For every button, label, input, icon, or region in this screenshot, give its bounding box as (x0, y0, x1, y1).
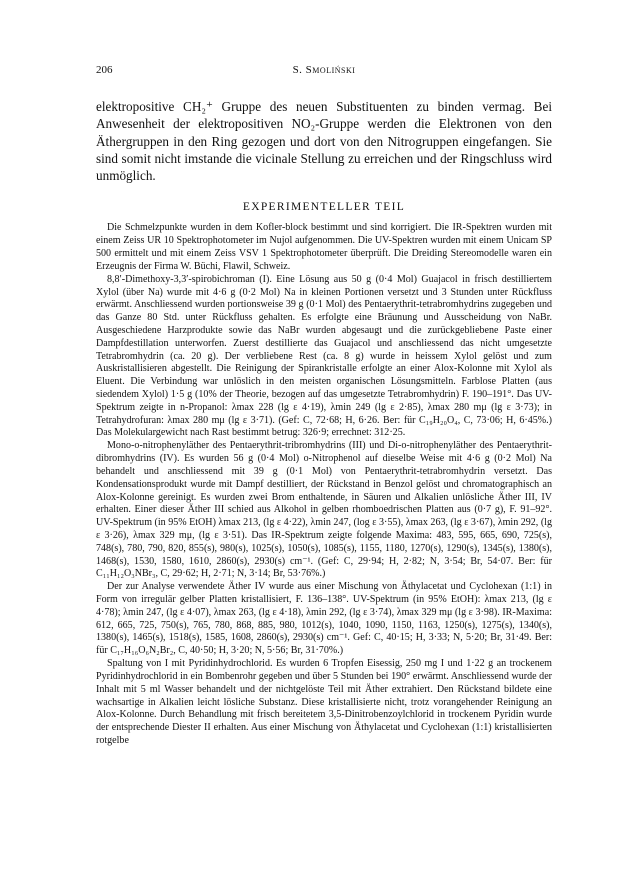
section-heading: EXPERIMENTELLER TEIL (242, 201, 406, 214)
paragraph-cleavage: Spaltung von I mit Pyridinhydrochlorid. Es wurden 6 Tropfen Eisessig, 250 mg I und 1·22 g an trockenem Pyridinhydrochlorid in ein Bombenrohr gegeben und über 5 Stunden bei 190° erwärmt. Anschliessend wurde der Inhalt mit 5 ml Wasser behandelt und der nichtgelöste Teil mit Äther extrahiert. Den Rückstand bildete eine wachsartige in Alkalien leicht lösliche Substanz. Diese kristallisierte nicht, trotz vorangehender Reinigung an Alox-Kolonne. Durch Behandlung mit frisch bereitetem 3,5-Dinitrobenzoylchlorid in trockenem Pyridin wurde der entsprechende Diester II erhalten. Aus einer Mischung von Äthylacetat und Cyclohexan (1:1) kristallisierten rotgelbe (96, 658, 552, 746)
experimental-body (96, 222, 552, 747)
paragraph-ethers-iii-iv: Mono-o-nitrophenyläther des Pentaerythrit-tribromhydrins (III) und Di-o-nitrophenyläther des Pentaerythrit-dibromhydrins (IV). Es wurden 56 g (0·4 Mol) o-Nitrophenol auf dieselbe Weise mit 4·6 g (0·2 Mol) Na behandelt und anschliessend mit 39 g (0·1 Mol) von Pentaerythrit-tetrabromhydrin versetzt. Das Kondensationsprodukt wurde mit Dampf destilliert, der Rückstand in Benzol gelöst und chromatographisch an Alox-Kolonne gereinigt. Es wurden zwei Brom enthaltende, in Säuren und Alkalien unlösliche Äther III, IV erhalten. Einer dieser Äther III schied aus Alkohol in gelben rhomboedrischen Platten aus (0·7 g), F. 91–92°. UV-Spektrum (in 95% EtOH) λmax 213, (lg ε 4·22), λmin 247, (log ε 3·55), λmax 263, (lg ε 3·67), λmin 292, (lg ε 3·26), λmax 329 mμ, (lg ε 3·51). Das IR-Spektrum zeigte folgende Maxima: 483, 595, 665, 690, 725(s), 748(s), 780, 790, 820, 855(s), 980(s), 1025(s), 1050(s), 1085(s), 1155, 1180, 1270(s), 1290(s), 1345(s), 1380(s), 1468(s), 1530, 1580, 1610, 2860(s), 2930(s) cm⁻¹. (Gef: C, 29·94; H, 2·82; N, 3·54; Br, 54·07. Ber: für C₁₁H₁₂O₃NBr₃, C, 29·62; H, 2·71; N, 3·14; Br, 53·76%.) (96, 440, 552, 580)
paragraph-methods: Die Schmelzpunkte wurden in dem Kofler-block bestimmt und sind korrigiert. Die IR-Spektren wurden mit einem Zeiss UR 10 Spektrophotometer im Nujol aufgenommen. Die UV-Spektren wurden mit einem Unicam SP 500 ermittelt und mit einem Zeiss VSV 1 Spektrophotometer überprüft. Die Dreiding Stereomodelle waren ein Erzeugnis der Firma W. Büchi, Flawil, Schweiz. (96, 222, 552, 272)
paragraph-compound-i: 8,8′-Dimethoxy-3,3′-spirobichroman (I). Eine Lösung aus 50 g (0·4 Mol) Guajacol in frisch destilliertem Xylol (über Na) wurde mit 4·6 g (0·2 Mol) Na in kleinen Portionen versetzt und 3 Stunden unter Rückfluss erwärmt. Anschliessend wurden portionsweise 39 g (0·1 Mol) des Pentaerythrit-tetrabromhydrins zugegeben und das Ganze 80 Std. unter Rückfluss gehalten. Es erfolgte eine Bräunung und Ausscheidung von NaBr. Ausgeschiedene Harzprodukte sowie das NaBr wurden abgesaugt und die zurückgebliebene Paste einer Dampfdestillation unterworfen. Zuerst destillierte das Guajacol und anschliessend das nicht umgesetzte Tetrabromhydrin (ca. 20 g). Der verbliebene Rest (ca. 8 g) wurde in heissem Xylol gelöst und zum Auskristallisieren abgestellt. Die Reinigung der Spirankristalle erfolgte an einer Alox-Kolonne mit Xylol als Eluent. Die Verbindung war unlöslich in den meisten organischen Lösungsmitteln. Farblose Platten (aus siedendem Xylol) 1·5 g (10% der Theorie, bezogen auf das umgesetzte Tetrabromhydrin) F. 190–191°. Das UV-Spektrum zeigte in n-Propanol: λmax 228 (lg ε 4·19), λmin 249 (lg ε 2·85), λmax 280 mμ (lg ε 3·73); in Tetrahydrofuran: λmax 280 mμ (lg ε 3·71). (Gef: C, 72·68; H, 6·26. Ber: für C₁₉H₂₀O₄, C, 73·06; H, 6·45%.) Das Molekulargewicht nach Rast bestimmt betrug: 326·9; errechnet: 312·25. (96, 273, 552, 439)
intro-paragraph: elektropositive CH₂⁺ Gruppe des neuen Substituenten zu binden vermag. Bei Anwesenheit der elektropositiven NO₂-Gruppe werden die Elektronen von den Äthergruppen in den Ring gezogen und dort von den Nitrogruppen eingefangen. Sie sind somit nicht imstande die vicinale Stellung zu erreichen und der Ringschluss wird unmöglich. (96, 99, 552, 184)
page-number: 206 (96, 64, 113, 76)
running-author: S. Smoliński (292, 64, 356, 76)
running-header (96, 64, 552, 78)
paragraph-ether-iv-analysis: Der zur Analyse verwendete Äther IV wurde aus einer Mischung von Äthylacetat und Cyclohexan (1:1) in Form von irregulär gelber Platten kristallisiert, F. 136–138°. UV-Spektrum (in 95% EtOH): λmax 213, (lg ε 4·78); λmin 247, (lg ε 4·07), λmax 263, (lg ε 4·18), λmin 292, (lg ε 3·74), λmax 329 mμ (lg ε 3·98). IR-Maxima: 612, 665, 725, 750(s), 765, 780, 868, 885, 980, 1012(s), 1040, 1090, 1150, 1163, 1250(s), 1275(s), 1340(s), 1380(s), 1465(s), 1518(s), 1585, 1608, 2860(s), 2930(s) cm⁻¹. Gef: C, 40·15; H, 3·33; N, 5·20; Br, 31·49. Ber: für C₁₇H₁₆O₆N₂Br₂, C, 40·50; H, 3·20; N, 5·56; Br, 31·70%.) (96, 581, 552, 657)
journal-page (96, 64, 552, 748)
